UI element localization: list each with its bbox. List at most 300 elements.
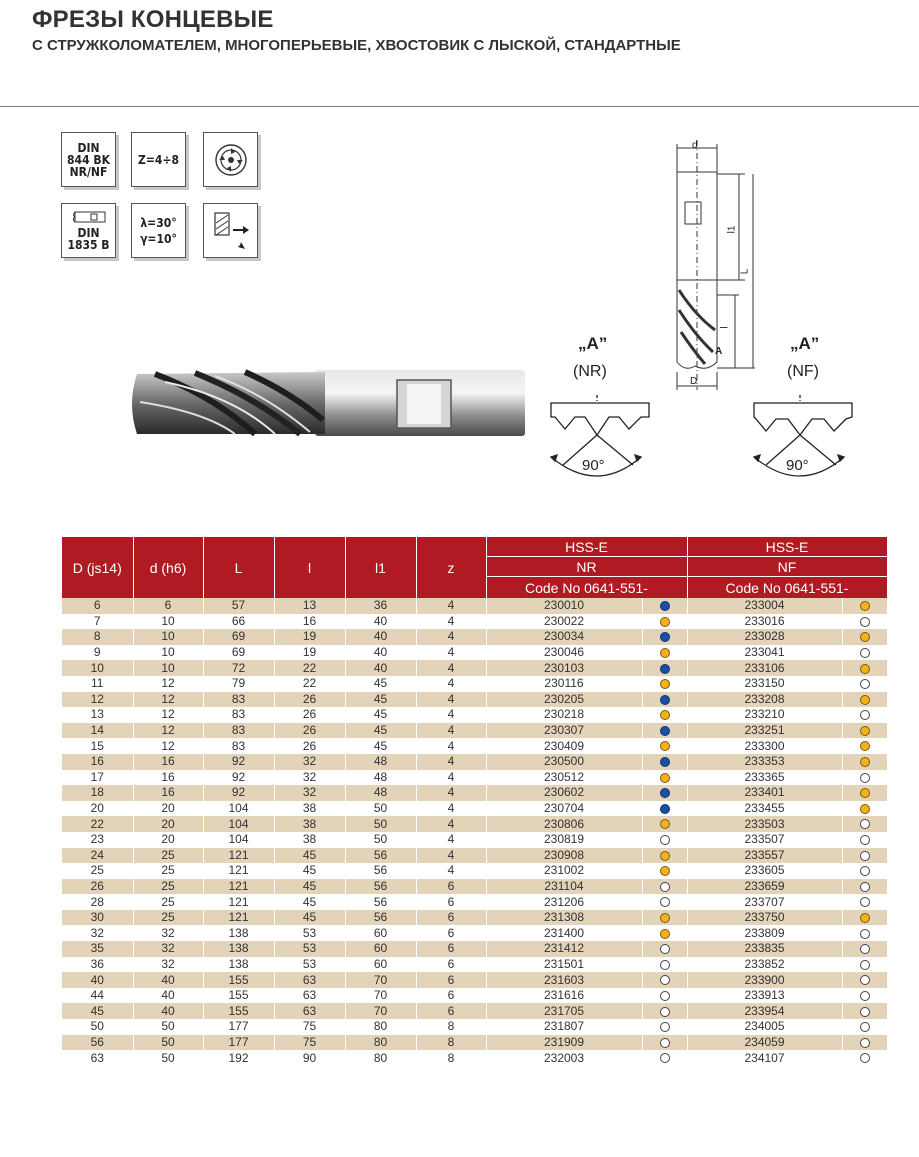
cell-l: 38 (274, 801, 345, 817)
cell-l1: 48 (345, 785, 416, 801)
cell-nf-availability (842, 660, 887, 676)
cell-nf-code: 233365 (687, 770, 842, 786)
availability-dot-icon (860, 804, 870, 814)
cell-L: 155 (203, 988, 274, 1004)
cell-nr-code: 230034 (486, 629, 642, 645)
end-mill-photo (125, 342, 530, 442)
cell-L: 92 (203, 785, 274, 801)
cell-nr-availability (642, 988, 687, 1004)
availability-dot-icon (660, 1007, 670, 1017)
cell-D: 50 (62, 1019, 133, 1035)
cell-nf-code: 234059 (687, 1035, 842, 1051)
cell-z: 4 (416, 723, 486, 739)
cell-D: 22 (62, 816, 133, 832)
cell-d: 12 (133, 676, 203, 692)
cell-nf-availability (842, 1035, 887, 1051)
availability-dot-icon (660, 804, 670, 814)
cell-d: 20 (133, 801, 203, 817)
cell-D: 40 (62, 972, 133, 988)
header-group2-code: Code No 0641-551- (687, 577, 887, 599)
cell-nr-availability (642, 879, 687, 895)
cell-nf-availability (842, 879, 887, 895)
cell-nf-availability (842, 832, 887, 848)
cell-d: 50 (133, 1050, 203, 1066)
cell-z: 4 (416, 660, 486, 676)
cell-d: 12 (133, 723, 203, 739)
availability-dot-icon (860, 819, 870, 829)
table-row (62, 676, 887, 692)
cell-z: 4 (416, 707, 486, 723)
availability-dot-icon (860, 866, 870, 876)
cell-l1: 56 (345, 879, 416, 895)
cell-D: 11 (62, 676, 133, 692)
cell-nr-availability (642, 707, 687, 723)
cell-l1: 40 (345, 645, 416, 661)
header-group1-material: HSS-E (486, 537, 687, 557)
availability-dot-icon (660, 726, 670, 736)
availability-dot-icon (860, 851, 870, 861)
cell-l: 45 (274, 848, 345, 864)
cell-nf-availability (842, 848, 887, 864)
cell-nf-code: 233835 (687, 941, 842, 957)
availability-dot-icon (860, 617, 870, 627)
table-row (62, 972, 887, 988)
table-row (62, 863, 887, 879)
table-row (62, 941, 887, 957)
cell-d: 40 (133, 988, 203, 1004)
table-row (62, 707, 887, 723)
cell-nr-availability (642, 645, 687, 661)
availability-dot-icon (860, 773, 870, 783)
cell-nr-code: 230046 (486, 645, 642, 661)
cell-nf-code: 233605 (687, 863, 842, 879)
cell-l1: 60 (345, 941, 416, 957)
cell-d: 32 (133, 957, 203, 973)
cell-nr-code: 231705 (486, 1003, 642, 1019)
cell-L: 104 (203, 832, 274, 848)
cell-nr-code: 230819 (486, 832, 642, 848)
cutter-cross-section-icon (203, 132, 258, 187)
cell-D: 23 (62, 832, 133, 848)
cell-d: 25 (133, 848, 203, 864)
availability-dot-icon (860, 1022, 870, 1032)
cell-L: 121 (203, 894, 274, 910)
table-row (62, 1035, 887, 1051)
dimension-A: A (715, 346, 723, 357)
table-row (62, 879, 887, 895)
cell-l1: 45 (345, 723, 416, 739)
cell-nf-code: 234005 (687, 1019, 842, 1035)
cell-nr-code: 232003 (486, 1050, 642, 1066)
cell-z: 4 (416, 629, 486, 645)
cell-nf-availability (842, 1050, 887, 1066)
cell-d: 12 (133, 707, 203, 723)
cell-nr-code: 230022 (486, 614, 642, 630)
profile-nr-angle: 90° (582, 457, 605, 474)
availability-dot-icon (860, 944, 870, 954)
cell-nr-code: 230602 (486, 785, 642, 801)
cell-D: 7 (62, 614, 133, 630)
cell-d: 40 (133, 972, 203, 988)
cell-z: 4 (416, 785, 486, 801)
availability-dot-icon (860, 741, 870, 751)
cell-L: 121 (203, 910, 274, 926)
cell-L: 177 (203, 1019, 274, 1035)
cell-l1: 70 (345, 1003, 416, 1019)
cell-z: 8 (416, 1019, 486, 1035)
availability-dot-icon (860, 679, 870, 689)
cell-L: 138 (203, 957, 274, 973)
cell-z: 6 (416, 972, 486, 988)
cell-nf-code: 233455 (687, 801, 842, 817)
availability-dot-icon (860, 882, 870, 892)
cell-L: 69 (203, 629, 274, 645)
table-row (62, 925, 887, 941)
cell-l: 19 (274, 629, 345, 645)
table-row (62, 1019, 887, 1035)
cell-nr-code: 231104 (486, 879, 642, 895)
header-D: D (js14) (62, 537, 133, 598)
cell-d: 32 (133, 941, 203, 957)
availability-dot-icon (660, 944, 670, 954)
cell-D: 35 (62, 941, 133, 957)
cell-nf-code: 233150 (687, 676, 842, 692)
cell-L: 69 (203, 645, 274, 661)
availability-dot-icon (660, 1022, 670, 1032)
availability-dot-icon (860, 695, 870, 705)
cell-nr-availability (642, 957, 687, 973)
cell-L: 79 (203, 676, 274, 692)
cell-nf-code: 233503 (687, 816, 842, 832)
table-row (62, 910, 887, 926)
table-row (62, 723, 887, 739)
cell-nf-code: 233707 (687, 894, 842, 910)
availability-dot-icon (660, 679, 670, 689)
cell-nr-code: 230806 (486, 816, 642, 832)
cell-z: 4 (416, 738, 486, 754)
cell-l: 45 (274, 863, 345, 879)
table-row (62, 614, 887, 630)
cell-D: 25 (62, 863, 133, 879)
cell-nr-availability (642, 770, 687, 786)
cell-L: 57 (203, 598, 274, 614)
cell-L: 138 (203, 925, 274, 941)
cell-nf-code: 233401 (687, 785, 842, 801)
cell-D: 20 (62, 801, 133, 817)
cell-nr-code: 231002 (486, 863, 642, 879)
cell-nr-availability (642, 692, 687, 708)
cell-nf-availability (842, 816, 887, 832)
table-row (62, 848, 887, 864)
din-shank-label: DIN (77, 225, 100, 240)
cell-l: 53 (274, 925, 345, 941)
availability-dot-icon (660, 851, 670, 861)
cell-nr-availability (642, 660, 687, 676)
cell-z: 4 (416, 692, 486, 708)
cell-nf-code: 233106 (687, 660, 842, 676)
availability-dot-icon (660, 741, 670, 751)
cell-nf-code: 233809 (687, 925, 842, 941)
cell-l1: 56 (345, 894, 416, 910)
cell-nf-code: 233507 (687, 832, 842, 848)
cell-nr-availability (642, 894, 687, 910)
availability-dot-icon (860, 1007, 870, 1017)
cell-D: 13 (62, 707, 133, 723)
availability-dot-icon (660, 648, 670, 658)
cell-nr-code: 230116 (486, 676, 642, 692)
cell-nf-code: 233210 (687, 707, 842, 723)
table-row (62, 801, 887, 817)
cell-L: 66 (203, 614, 274, 630)
rake-angle: γ=10° (140, 231, 177, 246)
cell-z: 4 (416, 863, 486, 879)
cell-nf-code: 233659 (687, 879, 842, 895)
cell-nf-availability (842, 723, 887, 739)
cell-nr-availability (642, 754, 687, 770)
cell-D: 24 (62, 848, 133, 864)
cell-l: 63 (274, 988, 345, 1004)
availability-dot-icon (860, 1038, 870, 1048)
cell-D: 15 (62, 738, 133, 754)
cell-l1: 45 (345, 676, 416, 692)
profile-nf-label: „A” (790, 334, 820, 353)
cell-l: 90 (274, 1050, 345, 1066)
cell-nf-availability (842, 988, 887, 1004)
cell-nr-availability (642, 723, 687, 739)
cell-nf-code: 233557 (687, 848, 842, 864)
cell-D: 10 (62, 660, 133, 676)
cell-L: 83 (203, 707, 274, 723)
availability-dot-icon (660, 975, 670, 985)
table-row (62, 738, 887, 754)
cell-z: 6 (416, 879, 486, 895)
cell-d: 25 (133, 894, 203, 910)
availability-dot-icon (660, 835, 670, 845)
cell-D: 18 (62, 785, 133, 801)
availability-dot-icon (860, 632, 870, 642)
availability-dot-icon (660, 897, 670, 907)
cell-l1: 56 (345, 910, 416, 926)
page-title: ФРЕЗЫ КОНЦЕВЫЕ (32, 6, 274, 33)
cell-nr-availability (642, 629, 687, 645)
cell-l1: 60 (345, 925, 416, 941)
availability-dot-icon (660, 882, 670, 892)
cell-z: 4 (416, 848, 486, 864)
profile-nf-sub: (NF) (787, 363, 819, 380)
cell-nr-availability (642, 676, 687, 692)
cell-L: 121 (203, 848, 274, 864)
cell-nf-availability (842, 645, 887, 661)
cell-nf-code: 233004 (687, 598, 842, 614)
cell-L: 155 (203, 1003, 274, 1019)
cell-nr-availability (642, 910, 687, 926)
cell-d: 16 (133, 770, 203, 786)
table-row (62, 988, 887, 1004)
cell-nr-availability (642, 848, 687, 864)
availability-dot-icon (860, 897, 870, 907)
cell-L: 72 (203, 660, 274, 676)
cell-l1: 45 (345, 738, 416, 754)
cell-nr-availability (642, 863, 687, 879)
cell-l1: 70 (345, 972, 416, 988)
cutting-direction-icon (203, 203, 258, 258)
cell-l1: 40 (345, 660, 416, 676)
cell-l1: 45 (345, 692, 416, 708)
cell-nf-code: 233041 (687, 645, 842, 661)
cell-z: 6 (416, 941, 486, 957)
cell-nf-code: 233954 (687, 1003, 842, 1019)
cell-l: 19 (274, 645, 345, 661)
cell-d: 10 (133, 614, 203, 630)
cell-nf-availability (842, 1003, 887, 1019)
cell-nr-code: 230908 (486, 848, 642, 864)
availability-dot-icon (860, 960, 870, 970)
cell-nf-availability (842, 1019, 887, 1035)
cell-d: 20 (133, 816, 203, 832)
cell-nf-code: 233016 (687, 614, 842, 630)
header-l: l (274, 537, 345, 598)
header-group2-material: HSS-E (687, 537, 887, 557)
table-body (62, 598, 887, 1066)
table-row (62, 629, 887, 645)
cell-nr-code: 231206 (486, 894, 642, 910)
cell-nf-availability (842, 863, 887, 879)
cell-L: 177 (203, 1035, 274, 1051)
cell-nr-availability (642, 1035, 687, 1051)
din-shank-number: 1835 B (67, 237, 110, 252)
table-row (62, 660, 887, 676)
cell-z: 4 (416, 598, 486, 614)
cell-l: 32 (274, 754, 345, 770)
cell-D: 36 (62, 957, 133, 973)
cell-l1: 48 (345, 754, 416, 770)
cell-nr-code: 230010 (486, 598, 642, 614)
cell-l1: 56 (345, 848, 416, 864)
cell-d: 32 (133, 925, 203, 941)
availability-dot-icon (660, 695, 670, 705)
cell-D: 6 (62, 598, 133, 614)
availability-dot-icon (860, 929, 870, 939)
cell-z: 4 (416, 770, 486, 786)
cell-l: 45 (274, 894, 345, 910)
cell-nf-code: 233251 (687, 723, 842, 739)
cell-l1: 50 (345, 816, 416, 832)
cell-nr-code: 231909 (486, 1035, 642, 1051)
cell-d: 6 (133, 598, 203, 614)
cell-l1: 40 (345, 629, 416, 645)
cell-nr-availability (642, 941, 687, 957)
cell-nf-availability (842, 598, 887, 614)
availability-dot-icon (860, 757, 870, 767)
page-subtitle: С СТРУЖКОЛОМАТЕЛЕМ, МНОГОПЕРЬЕВЫЕ, ХВОСТОВИК С ЛЫСКОЙ, СТАНДАРТНЫЕ (32, 37, 681, 54)
cell-nr-availability (642, 1003, 687, 1019)
cell-z: 6 (416, 910, 486, 926)
cell-D: 12 (62, 692, 133, 708)
cell-nr-code: 230103 (486, 660, 642, 676)
cell-L: 155 (203, 972, 274, 988)
header-L: L (203, 537, 274, 598)
cell-L: 83 (203, 692, 274, 708)
table-row (62, 1003, 887, 1019)
availability-dot-icon (660, 866, 670, 876)
cell-nf-code: 233208 (687, 692, 842, 708)
cell-nf-code: 233300 (687, 738, 842, 754)
cell-nf-availability (842, 972, 887, 988)
cell-z: 8 (416, 1035, 486, 1051)
cell-nr-availability (642, 832, 687, 848)
cell-nr-code: 231400 (486, 925, 642, 941)
cell-D: 56 (62, 1035, 133, 1051)
table-row (62, 957, 887, 973)
cell-D: 28 (62, 894, 133, 910)
cell-l: 26 (274, 723, 345, 739)
profile-nr-label: „A” (578, 334, 608, 353)
cell-nf-availability (842, 707, 887, 723)
availability-dot-icon (860, 991, 870, 1001)
header-z: z (416, 537, 486, 598)
cell-z: 6 (416, 988, 486, 1004)
availability-dot-icon (660, 1053, 670, 1063)
cell-nr-availability (642, 614, 687, 630)
cell-D: 32 (62, 925, 133, 941)
cell-nf-availability (842, 614, 887, 630)
cell-l1: 80 (345, 1035, 416, 1051)
cell-nr-availability (642, 1019, 687, 1035)
table-row (62, 785, 887, 801)
cell-nr-availability (642, 801, 687, 817)
cell-nf-availability (842, 910, 887, 926)
cell-L: 92 (203, 754, 274, 770)
header-divider (0, 106, 919, 107)
dimension-l: l (719, 326, 731, 329)
cell-D: 26 (62, 879, 133, 895)
cell-nf-availability (842, 676, 887, 692)
availability-dot-icon (660, 710, 670, 720)
cell-nf-code: 233750 (687, 910, 842, 926)
profile-nr-sub: (NR) (573, 363, 607, 380)
cell-l: 22 (274, 660, 345, 676)
cell-l1: 56 (345, 863, 416, 879)
cell-z: 4 (416, 676, 486, 692)
cell-d: 12 (133, 692, 203, 708)
availability-dot-icon (660, 1038, 670, 1048)
cell-l: 32 (274, 785, 345, 801)
profile-nf-angle: 90° (786, 457, 809, 474)
availability-dot-icon (860, 835, 870, 845)
table-row (62, 692, 887, 708)
cell-d: 25 (133, 910, 203, 926)
availability-dot-icon (860, 788, 870, 798)
availability-dot-icon (660, 664, 670, 674)
profile-nf-diagram (748, 395, 858, 490)
cell-z: 8 (416, 1050, 486, 1066)
availability-dot-icon (860, 1053, 870, 1063)
cell-d: 40 (133, 1003, 203, 1019)
cell-nr-availability (642, 1050, 687, 1066)
header-l1: l1 (345, 537, 416, 598)
table-row (62, 816, 887, 832)
header-group1-profile: NR (486, 557, 687, 577)
cell-l: 63 (274, 972, 345, 988)
table-row (62, 754, 887, 770)
cell-z: 6 (416, 925, 486, 941)
cell-nr-code: 230409 (486, 738, 642, 754)
cell-nf-availability (842, 754, 887, 770)
cell-z: 4 (416, 614, 486, 630)
cell-D: 45 (62, 1003, 133, 1019)
cell-d: 16 (133, 754, 203, 770)
cell-z: 4 (416, 832, 486, 848)
